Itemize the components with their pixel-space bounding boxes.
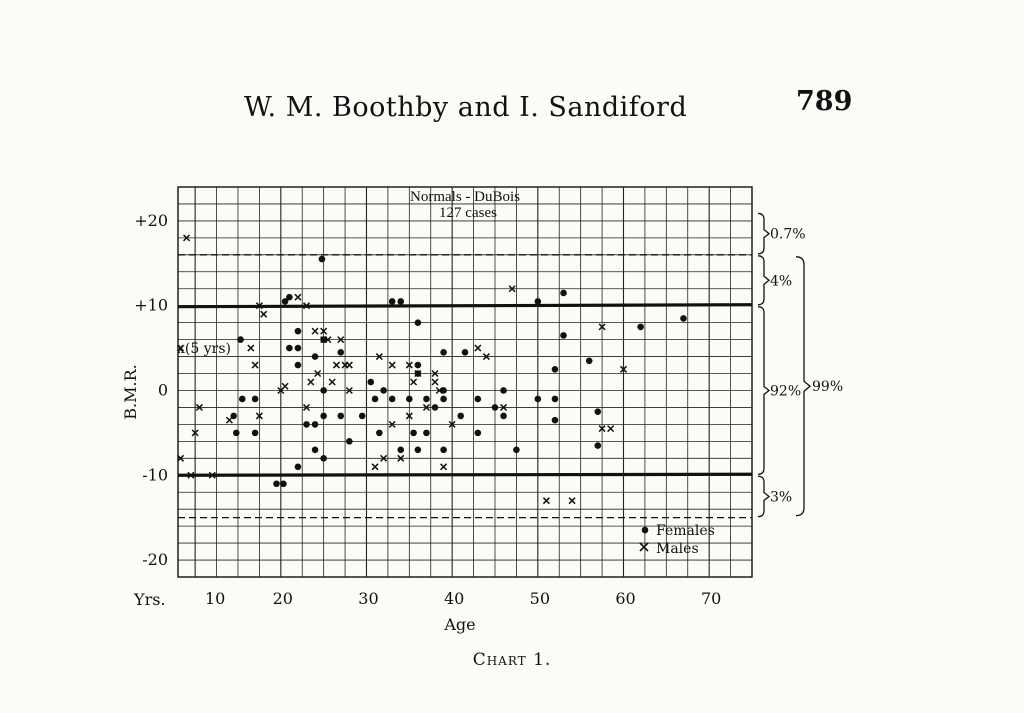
- chart-grid: [178, 187, 752, 577]
- female-point: [680, 315, 687, 322]
- female-point: [594, 442, 601, 449]
- female-point: [389, 298, 396, 305]
- female-point: [295, 463, 302, 470]
- y-tick-label: -20: [142, 550, 168, 570]
- female-point: [239, 396, 246, 403]
- female-point: [319, 256, 326, 263]
- reference-line: [178, 305, 752, 307]
- female-point: [237, 336, 244, 343]
- female-point: [252, 430, 259, 437]
- female-point: [286, 345, 293, 352]
- male-point: [308, 379, 314, 385]
- male-point: [248, 345, 254, 351]
- bracket: [758, 476, 769, 516]
- page-number: 789: [796, 86, 853, 117]
- male-point: [282, 383, 288, 389]
- y-tick-label: +10: [134, 295, 168, 315]
- years-prefix: Yrs.: [134, 590, 166, 609]
- female-point: [233, 430, 240, 437]
- x-tick-label: 10: [204, 589, 226, 608]
- male-point: [346, 362, 352, 368]
- female-point: [535, 298, 542, 305]
- female-point: [475, 396, 482, 403]
- male-point: [475, 345, 481, 351]
- data-points: [178, 235, 687, 504]
- female-point: [286, 294, 293, 301]
- plot-frame: [178, 187, 752, 577]
- reference-lines: [178, 255, 752, 518]
- y-tick-label: -10: [142, 465, 168, 485]
- bracket-label: 4%: [770, 273, 793, 290]
- female-point: [337, 413, 344, 420]
- female-point: [423, 396, 430, 403]
- female-point: [380, 387, 387, 394]
- male-point: [372, 464, 378, 470]
- female-point: [295, 362, 302, 369]
- female-point: [295, 345, 302, 352]
- female-point: [440, 396, 447, 403]
- legend-female-label: Females: [656, 523, 715, 539]
- female-point: [389, 396, 396, 403]
- female-point: [346, 438, 353, 445]
- male-point: [333, 362, 339, 368]
- female-point: [415, 319, 422, 326]
- female-point: [406, 396, 413, 403]
- female-point: [440, 447, 447, 454]
- y-tick-label: 0: [157, 380, 168, 400]
- female-point: [500, 387, 507, 394]
- young-subject-annotation: x(5 yrs): [177, 341, 231, 357]
- female-point: [586, 358, 593, 365]
- female-point: [535, 396, 542, 403]
- female-point: [457, 413, 464, 420]
- female-point: [376, 430, 383, 437]
- outer-bracket-label: 99%: [812, 379, 844, 396]
- female-point: [320, 387, 327, 394]
- x-tick-label: 30: [358, 589, 379, 608]
- x-axis-label: Age: [444, 615, 476, 634]
- female-point: [410, 430, 417, 437]
- female-point: [359, 413, 366, 420]
- female-point: [295, 328, 302, 335]
- male-point: [389, 362, 395, 368]
- male-point: [252, 362, 258, 368]
- bracket: [758, 307, 769, 475]
- male-point: [261, 311, 267, 317]
- male-point: [295, 294, 301, 300]
- female-point: [594, 408, 601, 415]
- female-point: [552, 396, 559, 403]
- female-point: [552, 366, 559, 373]
- chart-subtitle: 127 cases: [439, 205, 497, 221]
- running-head: W. M. Boothby and I. Sandiford: [244, 92, 688, 123]
- bracket: [758, 213, 769, 253]
- female-point: [273, 480, 280, 487]
- bracket-label: 92%: [770, 383, 802, 400]
- male-point: [543, 498, 549, 504]
- male-point: [226, 417, 232, 423]
- female-point: [492, 404, 499, 411]
- legend-male-marker: [640, 543, 648, 551]
- male-point: [441, 464, 447, 470]
- female-point: [500, 413, 507, 420]
- reference-line: [178, 474, 752, 475]
- female-point: [280, 480, 287, 487]
- female-point: [367, 379, 374, 386]
- female-point: [397, 447, 404, 454]
- x-tick-label: 40: [443, 589, 465, 608]
- female-point: [513, 447, 520, 454]
- male-point: [432, 379, 438, 385]
- female-point: [462, 349, 469, 356]
- female-point: [397, 298, 404, 305]
- female-point: [415, 362, 422, 369]
- female-point: [560, 290, 567, 297]
- chart-caption: Chart 1.: [472, 650, 552, 670]
- bracket-label: 0.7%: [770, 226, 806, 243]
- female-point: [303, 421, 310, 428]
- female-point: [312, 421, 319, 428]
- female-point: [312, 447, 319, 454]
- female-point: [372, 396, 379, 403]
- percentage-brackets: [758, 213, 843, 516]
- x-tick-label: 60: [615, 589, 636, 608]
- male-point: [411, 379, 417, 385]
- legend-male-label: Males: [656, 541, 699, 557]
- female-point: [560, 332, 567, 339]
- female-point: [320, 455, 327, 462]
- x-tick-label: 20: [272, 589, 293, 608]
- female-point: [320, 413, 327, 420]
- female-point: [637, 324, 644, 331]
- legend-female-marker: [642, 527, 649, 534]
- y-axis-label: B.M.R.: [121, 364, 140, 420]
- female-point: [432, 404, 439, 411]
- male-point: [329, 379, 335, 385]
- female-point: [415, 447, 422, 454]
- chart-title: Normals - DuBois: [410, 189, 520, 205]
- bracket: [758, 256, 769, 305]
- x-tick-label: 50: [529, 589, 551, 608]
- y-tick-label: +20: [134, 210, 168, 230]
- male-point: [312, 328, 318, 334]
- legend: [640, 523, 715, 557]
- female-point: [423, 430, 430, 437]
- female-point: [337, 349, 344, 356]
- x-tick-label: 70: [700, 589, 722, 608]
- female-point: [475, 430, 482, 437]
- bracket-label: 3%: [770, 489, 793, 506]
- female-point: [552, 417, 559, 424]
- female-point: [252, 396, 259, 403]
- male-point: [608, 426, 614, 432]
- male-point: [569, 498, 575, 504]
- female-point: [440, 349, 447, 356]
- female-point: [312, 353, 319, 360]
